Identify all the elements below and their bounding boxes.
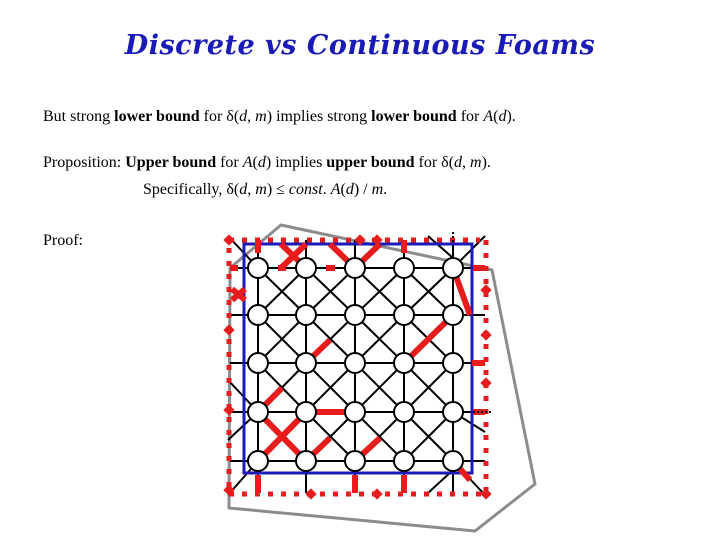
slide-title: Discrete vs Continuous Foams bbox=[124, 30, 596, 61]
rotated-square bbox=[229, 225, 535, 531]
proof-label: Proof: bbox=[43, 232, 83, 249]
specific-inequality: Specifically, δ(d, m) ≤ const. A(d) / m. bbox=[143, 181, 388, 198]
proposition-statement: Proposition: Upper bound for A(d) implies upper bound for δ(d, m). bbox=[43, 154, 491, 171]
lower-bound-statement: But strong lower bound for δ(d, m) implies strong lower bound for A(d). bbox=[43, 108, 516, 125]
